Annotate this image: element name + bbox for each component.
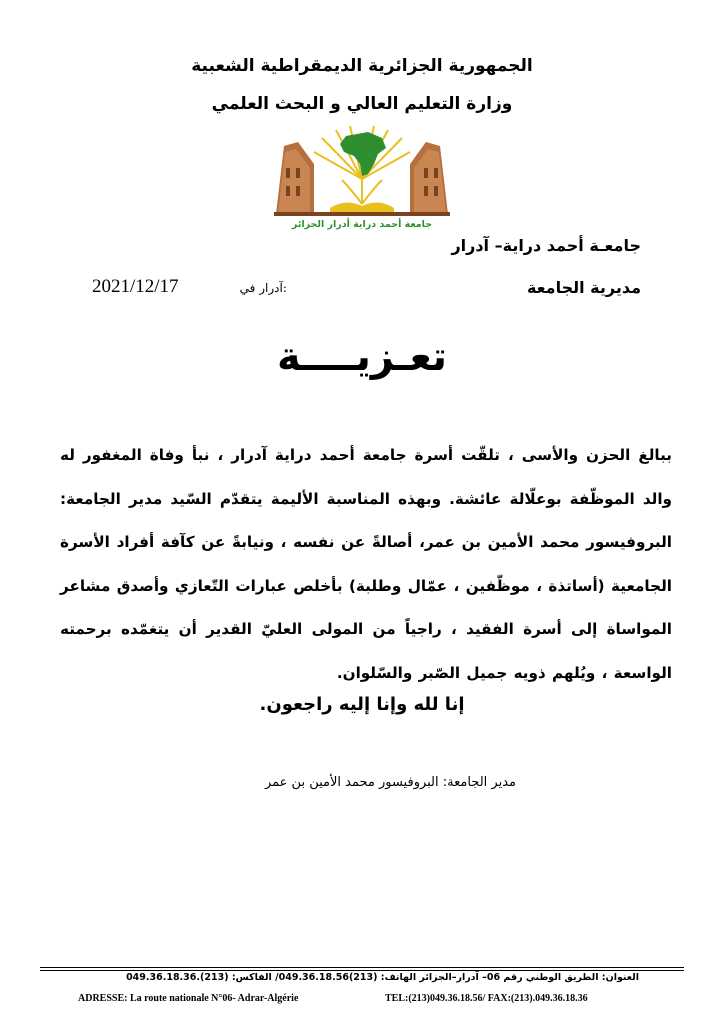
ministry-heading: وزارة التعليم العالي و البحث العلمي [211, 94, 513, 114]
footer-divider-bottom [40, 970, 684, 971]
date-value: 2021/12/17 [92, 276, 179, 297]
university-logo [270, 124, 454, 230]
condolence-body: ببالغ الحزن والأسى ، تلقّت أسرة جامعة أحمد دراية آدرار ، نبأ وفاة المغفور له والد الموظّفة بوعلّالة عائشة. وبهذه المناسبة الأليمة يتقدّم السّيد مدير الجامعة: البروفيسور محمد الأمين بن عمر، أصالةً عن نفسه ، ونيابةً عن كآفة أفراد الأسرة الجامعية (أساتذة ، موظّفين ، عمّال وطلبة) بأخلص عبارات التّعازي وأصدق مشاعر المواساة إلى أسرة الفقيد ، راجياً من المولى العليّ القدير أن يتغمّده برحمته الواسعة ، ويُلهم ذويه جميل الصّبر والسّلوان. [60, 446, 672, 682]
document-title: تعـزيــــة [276, 334, 448, 380]
logo-caption: جامعة أحمد دراية أدرار الجزائر [291, 219, 433, 230]
footer-tel-en: TEL:(213)049.36.18.56/ FAX:(213).049.36.18.36 [385, 993, 588, 1004]
date-line [92, 276, 287, 298]
footer-divider-top [40, 967, 684, 968]
university-emblem-icon [270, 124, 454, 230]
closing-phrase: إنا لله وإنا إليه راجعون. [259, 694, 465, 715]
university-name: جامعـة أحمد دراية– آدرار [451, 236, 641, 255]
footer-address-en: ADRESSE: La route nationale N°06- Adrar-Algérie [78, 993, 299, 1004]
date-label: آدرار في: [239, 281, 287, 295]
footer-arabic-address: العنوان: الطريق الوطني رقم 06– آدرار–الجزائر الهاتف: (213)049.36.18.56/ الفاكس: (213).049.36.18.36 [126, 972, 639, 983]
directorate-name: مديرية الجامعة [526, 278, 641, 297]
republic-heading: الجمهورية الجزائرية الديمقراطية الشعبية [191, 56, 533, 76]
signature-line: مدير الجامعة: البروفيسور محمد الأمين بن عمر [264, 775, 516, 790]
